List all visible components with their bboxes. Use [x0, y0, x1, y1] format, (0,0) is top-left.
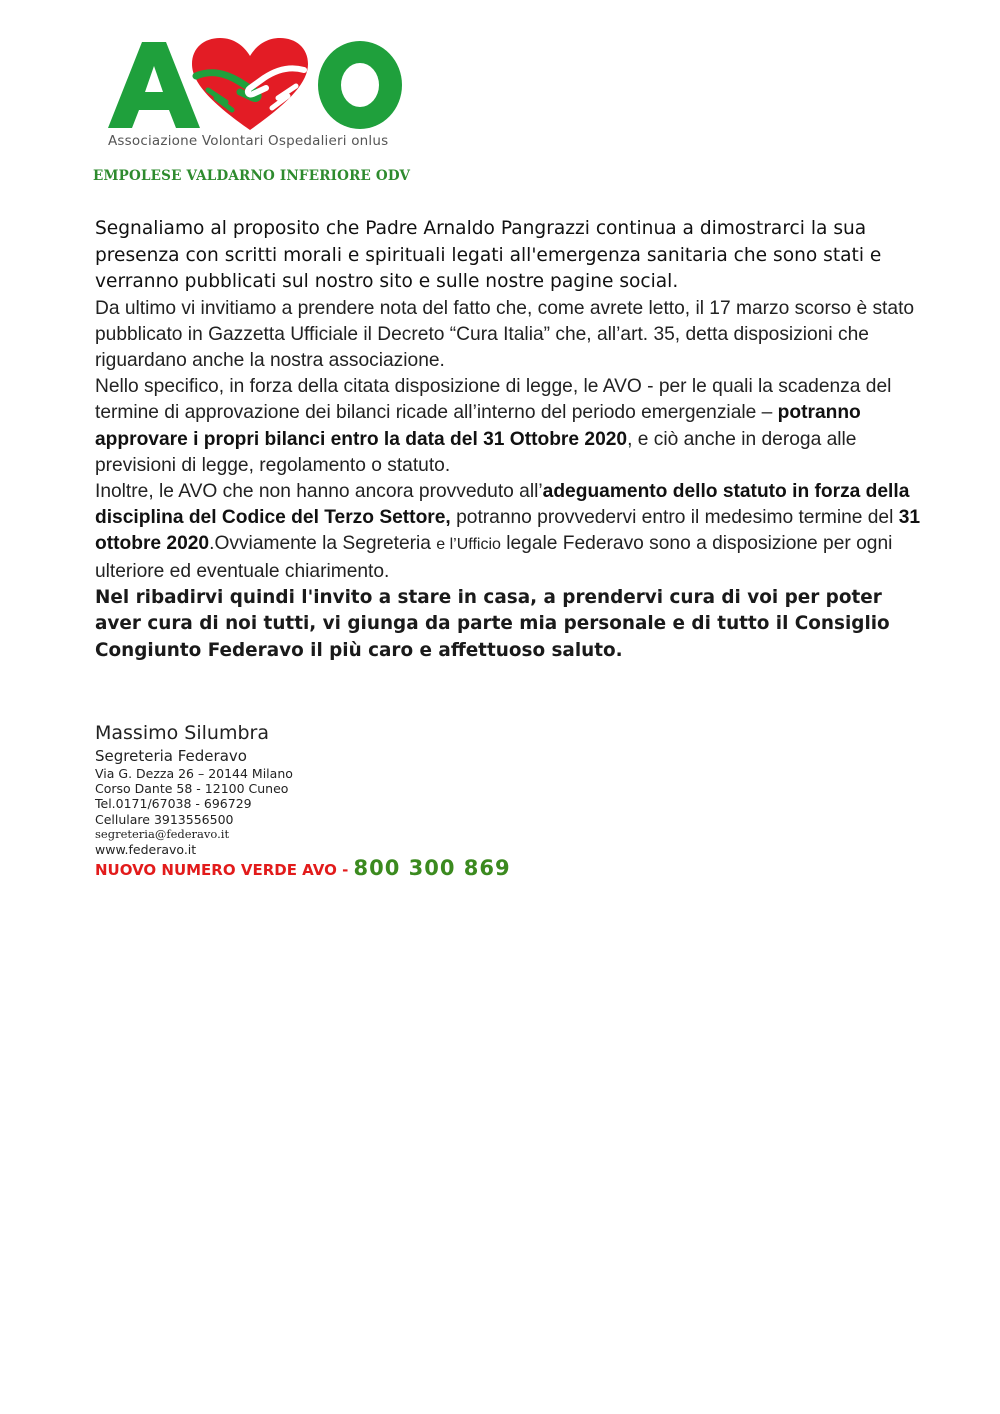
- paragraph-3-bold: potranno approvare i propri bilanci entro la data del 31 Ottobre 2020: [95, 402, 861, 450]
- paragraph-4-bold-date: 31 ottobre 2020: [95, 507, 921, 555]
- paragraph-3: [95, 374, 925, 479]
- address-cuneo: Corso Dante 58 - 12100 Cuneo: [95, 781, 289, 797]
- mobile: Cellulare 3913556500: [95, 811, 234, 827]
- phone: Tel.0171/67038 - 696729: [95, 796, 252, 812]
- hotline-number: 800 300 869: [353, 856, 511, 880]
- signature-org: Segreteria Federavo: [95, 747, 247, 765]
- paragraph-4-text-e: .Ovviamente la Segreteria: [209, 533, 437, 555]
- hotline-label: NUOVO NUMERO VERDE AVO -: [95, 861, 354, 879]
- logo-subtitle: Associazione Volontari Ospedalieri onlus: [108, 133, 389, 149]
- avo-logo-graphic: [100, 30, 420, 140]
- email-link[interactable]: segreteria@federavo.it: [95, 826, 230, 841]
- section-name: EMPOLESE VALDARNO INFERIORE ODV: [93, 168, 411, 184]
- signature-block: [95, 720, 293, 858]
- letter-body: [95, 216, 925, 664]
- address-milano: Via G. Dezza 26 – 20144 Milano: [95, 766, 293, 781]
- paragraph-4-text-f: e l’Ufficio: [436, 536, 501, 554]
- paragraph-4-bold-a: adeguamento dello statuto in forza della disciplina del Codice del Terzo Settore,: [95, 480, 910, 529]
- paragraph-4: [95, 479, 925, 585]
- paragraph-4-text-g: legale Federavo sono a disposizione per ogni ulteriore ed eventuale chiarimento.: [95, 533, 893, 582]
- website-link[interactable]: www.federavo.it: [95, 842, 197, 858]
- paragraph-1: Segnaliamo al proposito che Padre Arnaldo Pangrazzi continua a dimostrarci la sua presenza con scritti morali e spirituali legati all'emergenza sanitaria che sono stati e verranno pubblicati sul nostro sito e sulle nostre pagine social.: [95, 218, 882, 292]
- paragraph-3-text-a: Nello specifico, in forza della citata disposizione di legge, le AVO - per le quali la scadenza del termine di approvazione dei bilanci ricade all’interno del periodo emergenziale –: [95, 376, 892, 424]
- paragraph-4-text-a: Inoltre, le AVO che non hanno ancora provveduto all’: [95, 480, 543, 502]
- paragraph-5: Nel ribadirvi quindi l'invito a stare in casa, a prendervi cura di voi per poter aver cura di noi tutti, vi giunga da parte mia personale e di tutto il Consiglio Congiunto Federavo il più caro e affettuoso saluto.: [95, 586, 890, 661]
- paragraph-4-text-c: potranno provvedervi entro il medesimo termine del: [450, 507, 899, 529]
- signature-name: Massimo Silumbra: [95, 722, 269, 744]
- hotline: [95, 856, 511, 880]
- paragraph-3-text-c: , e ciò anche in deroga alle previsioni di legge, regolamento o statuto.: [95, 428, 857, 476]
- paragraph-2: Da ultimo vi invitiamo a prendere nota del fatto che, come avrete letto, il 17 marzo scorso è stato pubblicato in Gazzetta Ufficiale il Decreto “Cura Italia” che, all’art. 35, detta disposizioni che riguardano anche la nostra associazione.: [95, 297, 915, 371]
